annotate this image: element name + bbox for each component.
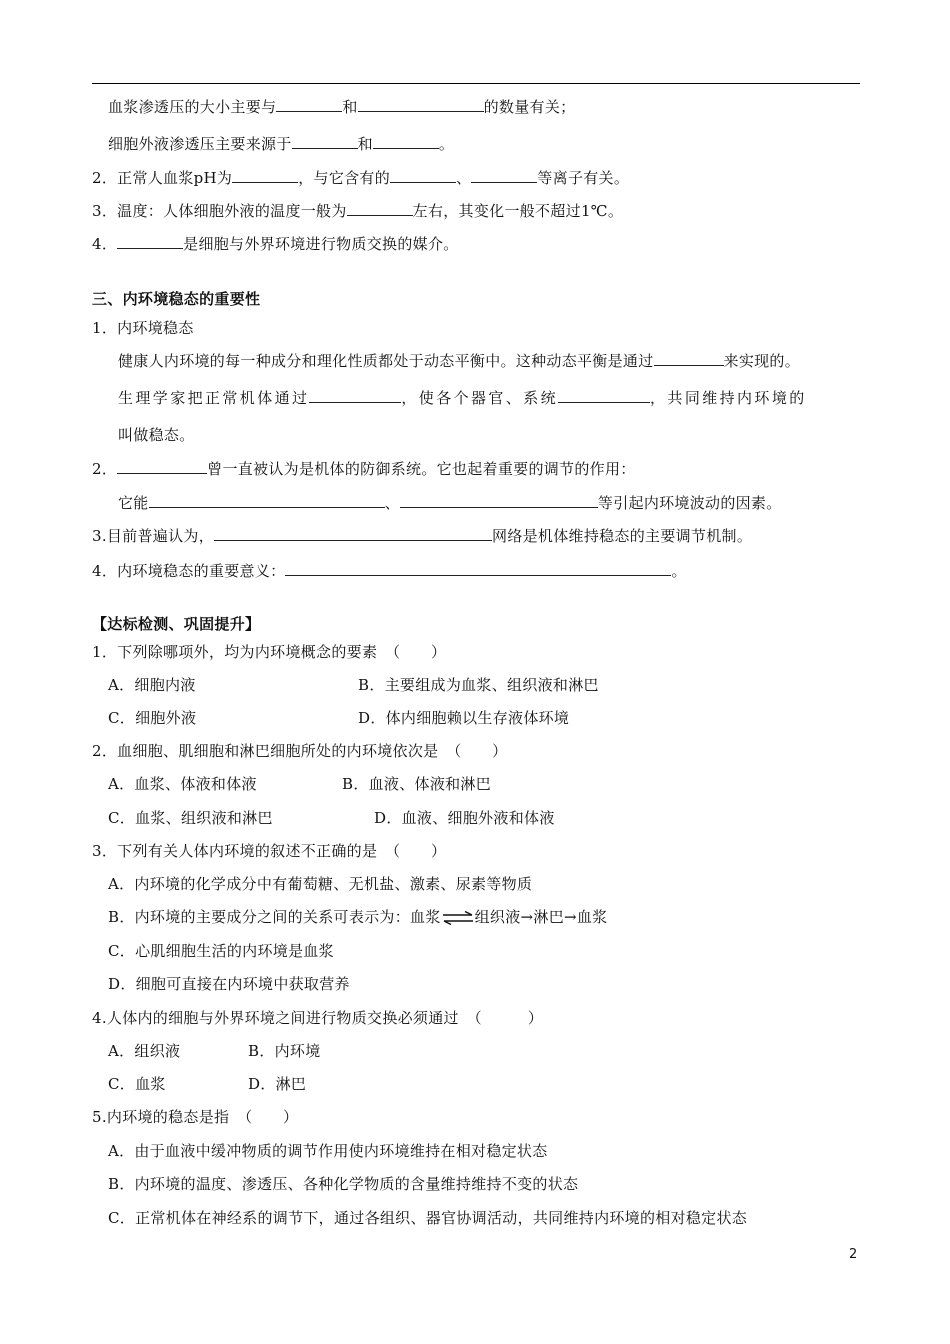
blank[interactable] bbox=[347, 201, 413, 216]
reversible-arrow-icon bbox=[441, 911, 475, 925]
option-c[interactable]: C．血浆 bbox=[108, 1075, 166, 1093]
option-c[interactable]: C．心肌细胞生活的内环境是血浆 bbox=[108, 942, 334, 960]
option-b[interactable]: B．血液、体液和淋巴 bbox=[342, 775, 492, 793]
option-d[interactable]: D．淋巴 bbox=[248, 1075, 307, 1093]
blank[interactable] bbox=[309, 388, 401, 403]
blank[interactable] bbox=[117, 459, 207, 474]
option-b[interactable]: B．内环境的主要成分之间的关系可表示为：血浆 组织液→淋巴→血浆 bbox=[108, 908, 608, 926]
options-row bbox=[108, 1041, 321, 1061]
option-b[interactable]: B．主要组成为血浆、组织液和淋巴 bbox=[358, 676, 599, 694]
blank[interactable] bbox=[232, 168, 298, 183]
option-a[interactable]: A．内环境的化学成分中有葡萄糖、无机盐、激素、尿素等物质 bbox=[108, 875, 533, 893]
question-4: 4.人体内的细胞与外界环境之间进行物质交换必须通过 （ ） bbox=[92, 1009, 544, 1027]
quiz-heading: 【达标检测、巩固提升】 bbox=[92, 615, 261, 633]
blank[interactable] bbox=[358, 97, 484, 112]
options-row bbox=[108, 708, 569, 728]
blank[interactable] bbox=[558, 388, 650, 403]
blank[interactable] bbox=[654, 351, 724, 366]
osmotic-line: 血浆渗透压的大小主要与 和 的数量有关； bbox=[108, 98, 576, 116]
header-rule bbox=[92, 83, 860, 84]
blank[interactable] bbox=[373, 134, 439, 149]
option-b[interactable]: B．内环境的温度、渗透压、各种化学物质的含量维持维持不变的状态 bbox=[108, 1175, 579, 1193]
blank[interactable] bbox=[471, 168, 537, 183]
blank[interactable] bbox=[149, 493, 385, 508]
regulation-line: 3.目前普遍认为， 网络是机体维持稳态的主要调节机制。 bbox=[92, 527, 753, 545]
options-row bbox=[108, 1074, 306, 1094]
option-c[interactable]: C．细胞外液 bbox=[108, 709, 197, 727]
option-a[interactable]: A．组织液 bbox=[108, 1042, 181, 1060]
significance-line: 4．内环境稳态的重要意义： 。 bbox=[92, 562, 687, 580]
blank[interactable] bbox=[292, 134, 358, 149]
option-d[interactable]: D．细胞可直接在内环境中获取营养 bbox=[108, 975, 350, 993]
question-2: 2．血细胞、肌细胞和淋巴细胞所处的内环境依次是 （ ） bbox=[92, 742, 508, 760]
blank[interactable] bbox=[390, 168, 456, 183]
option-d[interactable]: D．体内细胞赖以生存液体环境 bbox=[358, 709, 570, 727]
immune-function-line: 它能 、 等引起内环境波动的因素。 bbox=[118, 494, 782, 512]
ph-line: 2．正常人血浆pH为 ，与它含有的 、 等离子有关。 bbox=[92, 169, 630, 187]
page-number: 2 bbox=[849, 1247, 858, 1262]
question-5: 5.内环境的稳态是指 （ ） bbox=[92, 1108, 299, 1126]
immune-line: 2． 曾一直被认为是机体的防御系统。它也起着重要的调节的作用： bbox=[92, 460, 636, 478]
question-3: 3．下列有关人体内环境的叙述不正确的是 （ ） bbox=[92, 842, 447, 860]
option-a[interactable]: A．细胞内液 bbox=[108, 676, 196, 694]
options-row bbox=[108, 808, 555, 828]
blank[interactable] bbox=[285, 561, 671, 576]
option-c[interactable]: C．血浆、组织液和淋巴 bbox=[108, 809, 273, 827]
blank[interactable] bbox=[276, 97, 342, 112]
options-row bbox=[108, 774, 491, 794]
option-b[interactable]: B．内环境 bbox=[248, 1042, 321, 1060]
blank[interactable] bbox=[117, 234, 183, 249]
ecf-osmotic-line: 细胞外液渗透压主要来源于 和 。 bbox=[108, 135, 455, 153]
item-heading: 1．内环境稳态 bbox=[92, 319, 194, 337]
temperature-line: 3．温度：人体细胞外液的温度一般为 左右，其变化一般不超过1℃。 bbox=[92, 202, 624, 220]
question-1: 1．下列除哪项外，均为内环境概念的要素 （ ） bbox=[92, 643, 447, 661]
option-c[interactable]: C．正常机体在神经系的调节下，通过各组织、器官协调活动，共同维持内环境的相对稳定状态 bbox=[108, 1209, 748, 1227]
section-heading: 三、内环境稳态的重要性 bbox=[92, 290, 261, 308]
blank[interactable] bbox=[400, 493, 598, 508]
options-row bbox=[108, 675, 599, 695]
blank[interactable] bbox=[214, 526, 492, 541]
option-a[interactable]: A．血浆、体液和体液 bbox=[108, 775, 257, 793]
paragraph-line: 健康人内环境的每一种成分和理化性质都处于动态平衡中。这种动态平衡是通过 来实现的。 bbox=[118, 352, 801, 370]
paragraph-line: 叫做稳态。 bbox=[118, 426, 195, 444]
option-a[interactable]: A．由于血液中缓冲物质的调节作用使内环境维持在相对稳定状态 bbox=[108, 1142, 548, 1160]
medium-line: 4． 是细胞与外界环境进行物质交换的媒介。 bbox=[92, 235, 459, 253]
option-d[interactable]: D．血液、细胞外液和体液 bbox=[374, 809, 555, 827]
paragraph-line: 生理学家把正常机体通过 ，使各个器官、系统 ，共同维持内环境的 bbox=[118, 389, 807, 407]
